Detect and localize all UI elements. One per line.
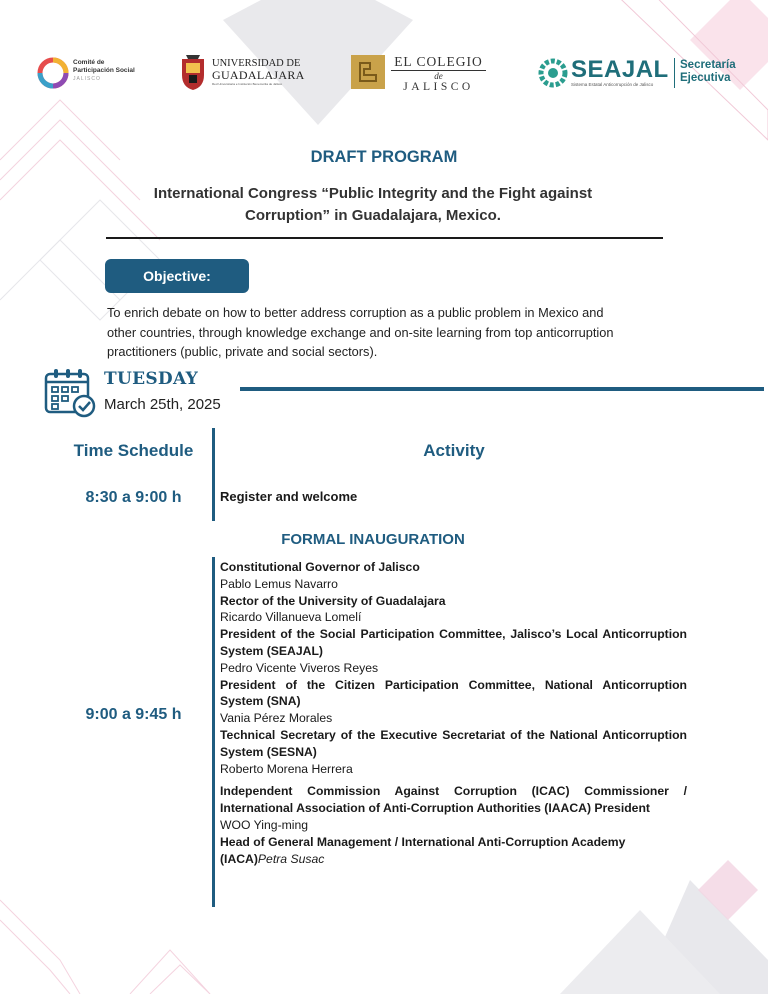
speaker-item (220, 783, 687, 833)
speaker-title: President of the Citizen Participation Committee, National Anticorruption System (SNA) (220, 677, 687, 709)
formal-inauguration-heading: FORMAL INAUGURATION (281, 531, 465, 548)
speaker-item (220, 593, 687, 627)
row1-activity: Register and welcome (220, 489, 358, 504)
seajal-emblem-icon (538, 58, 568, 88)
day-name: TUESDAY (104, 369, 199, 389)
objective-line3: practitioners (public, private and social sectors). (107, 344, 378, 359)
objective-text (107, 303, 687, 362)
activity-header: Activity (423, 441, 485, 460)
udg-line2: GUADALAJARA (212, 68, 305, 82)
speaker-name: Ricardo Villanueva Lomelí (220, 610, 362, 625)
speaker-name: Pedro Vicente Viveros Reyes (220, 660, 379, 675)
udg-line1: UNIVERSIDAD DE (212, 58, 301, 69)
seajal-right2: Ejecutiva (680, 72, 731, 84)
speaker-name: Petra Susac (257, 851, 325, 866)
colegio-line3: JALISCO (403, 81, 474, 93)
speaker-item (220, 834, 687, 868)
udg-shield-icon (180, 55, 206, 91)
speaker-title: Head of General Management / International Anti-Corruption Academy (IACA) (220, 834, 626, 866)
table-divider-top (212, 428, 215, 521)
speaker-title: President of the Social Participation Committee, Jalisco’s Local Anticorruption System (SEAJAL) (220, 627, 687, 658)
speaker-item (220, 559, 687, 593)
speaker-item (220, 677, 687, 727)
seajal-right1: Secretaría (680, 59, 736, 71)
speaker-name: Pablo Lemus Navarro (220, 576, 338, 591)
colegio-logo (351, 55, 486, 91)
cps-logo-mark (36, 56, 70, 90)
objective-line1: To enrich debate on how to better address corruption as a public problem in Mexico and (107, 305, 604, 320)
calendar-check-icon (44, 368, 96, 418)
cps-logo-line1: Comité de (73, 59, 105, 66)
title-divider (106, 237, 663, 239)
udg-logo (180, 55, 305, 93)
seajal-sub: Sistema Estatal Anticorrupción de Jalisco (571, 82, 654, 87)
congress-title (0, 183, 746, 227)
colegio-line1: EL COLEGIO (394, 54, 483, 69)
colegio-line2: de (434, 71, 443, 81)
row2-time: 9:00 a 9:45 h (85, 706, 182, 723)
seajal-logo (538, 56, 763, 92)
day-date: March 25th, 2025 (104, 396, 221, 413)
speaker-name: Vania Pérez Morales (220, 711, 333, 726)
speaker-list (220, 559, 687, 867)
colegio-emblem-icon (351, 55, 385, 89)
speaker-title: Independent Commission Against Corruption (ICAC) Commissioner / International Association of Anti-Corruption Authorities (IAACA) President (220, 784, 687, 816)
speaker-name: Roberto Morena Herrera (220, 761, 353, 776)
cps-logo-line2: Participación Social (73, 67, 135, 74)
day-divider (240, 387, 764, 391)
speaker-name: WOO Ying-ming (220, 817, 309, 832)
speaker-title: Constitutional Governor of Jalisco (220, 560, 420, 574)
cps-logo (36, 56, 146, 90)
udg-line3: Red Universitaria e Institución Benemérita de Jalisco (212, 82, 283, 86)
draft-program-heading: DRAFT PROGRAM (310, 148, 458, 166)
congress-title-line1: International Congress “Public Integrity and the Fight against (153, 185, 593, 202)
seajal-name: SEAJAL (571, 56, 669, 83)
objective-line2: other countries, through knowledge exchange and on-site learning from top anticorruption (107, 324, 614, 340)
table-divider-bottom (212, 557, 215, 907)
cps-logo-line3: JALISCO (73, 76, 101, 82)
congress-title-line2: Corruption” in Guadalajara, Mexico. (245, 207, 501, 224)
speaker-item (220, 727, 687, 777)
speaker-title: Technical Secretary of the Executive Secretariat of the National Anticorruption System (SESNA) (220, 727, 687, 759)
speaker-item (220, 626, 687, 676)
objective-label: Objective: (105, 259, 249, 293)
row1-time: 8:30 a 9:00 h (85, 489, 182, 506)
time-schedule-header: Time Schedule (73, 441, 194, 460)
speaker-title: Rector of the University of Guadalajara (220, 593, 446, 608)
